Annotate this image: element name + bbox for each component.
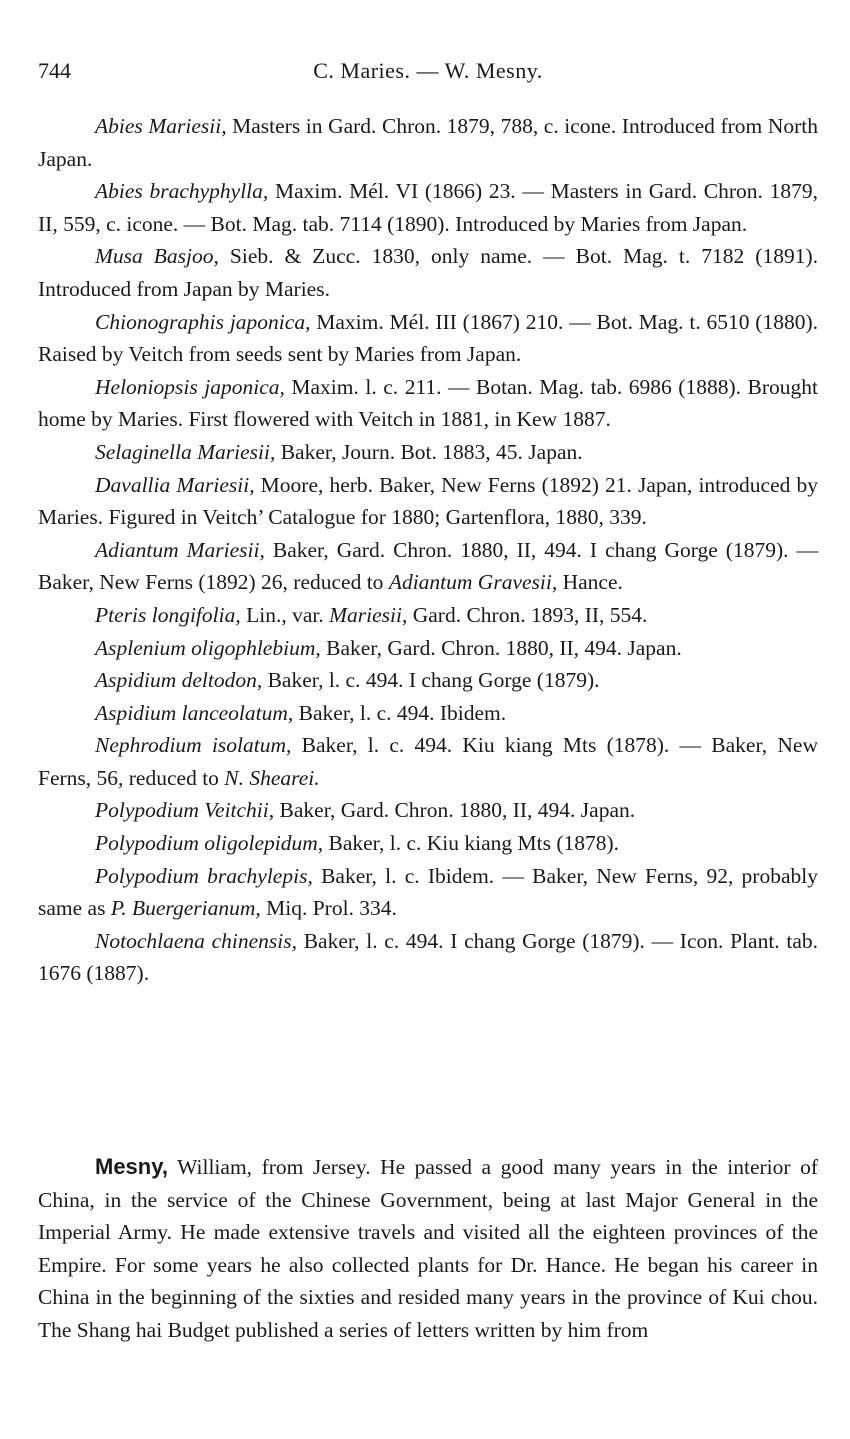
species-entry <box>38 306 818 371</box>
species-name: Abies brachyphylla, <box>95 179 269 204</box>
species-name: Musa Basjoo, <box>95 244 219 269</box>
species-citation: Maxim. l. c. 211. — Botan. Mag. tab. 6986 (1888). Brought home by Maries. First flowered with Veitch in 1881, in Kew 1887. <box>38 374 818 432</box>
species-citation: Sieb. & Zucc. 1830, only name. — Bot. Mag. t. 7182 (1891). Introduced from Japan by Maries. <box>38 244 818 301</box>
species-name: Aspidium deltodon, <box>95 668 263 693</box>
species-entry <box>38 664 818 697</box>
species-citation: Baker, Gard. Chron. 1880, II, 494. I chang Gorge (1879). — Baker, New Ferns (1892) 26, reduced to <box>38 537 818 595</box>
species-entry <box>38 534 818 599</box>
species-citation: Baker, l. c. Kiu kiang Mts (1878). <box>323 831 620 856</box>
species-list <box>38 110 818 990</box>
species-name: Davallia Mariesii, <box>95 472 255 497</box>
species-entry <box>38 240 818 305</box>
species-name: Polypodium Veitchii, <box>95 798 275 823</box>
species-citation: Lin., var. <box>240 602 330 627</box>
running-head: C. Maries. — W. Mesny. <box>313 58 543 83</box>
page-number: 744 <box>38 58 71 83</box>
species-citation: Baker, Gard. Chron. 1880, II, 494. Japan. <box>274 798 636 823</box>
species-entry <box>38 794 818 827</box>
biography-paragraph <box>38 1151 818 1347</box>
species-entry <box>38 925 818 990</box>
species-citation-tail: Miq. Prol. 334. <box>260 896 397 921</box>
species-name: Polypodium brachylepis, <box>95 863 313 888</box>
species-name: Adiantum Mariesii, <box>95 537 265 562</box>
species-name-secondary: N. Shearei. <box>224 765 320 790</box>
species-entry <box>38 110 818 175</box>
species-citation: Baker, l. c. 494. I chang Gorge (1879). — Icon. Plant. tab. 1676 (1887). <box>38 928 819 986</box>
species-name: Pteris longifolia, <box>95 602 241 627</box>
species-entry <box>38 729 818 794</box>
species-entry <box>38 436 818 469</box>
biography-name: Mesny, <box>95 1154 168 1179</box>
species-citation: Baker, Journ. Bot. 1883, 45. Japan. <box>275 439 583 464</box>
species-citation: Masters in Gard. Chron. 1879, 788, c. icone. Introduced from North Japan. <box>38 114 818 171</box>
species-entry <box>38 371 818 436</box>
species-citation: Maxim. Mél. III (1867) 210. — Bot. Mag. t. 6510 (1880). Raised by Veitch from seeds sent by Maries from Japan. <box>38 309 818 367</box>
biography-text: William, from Jersey. He passed a good many years in the interior of China, in the service of the Chinese Government, being at last Major General in the Imperial Army. He made extensive travels and visited all the eighteen provinces of the Empire. For some years he also collected plants for Dr. Hance. He began his career in China in the beginning of the sixties and resided many years in the province of Kui chou. The Shang hai Budget published a series of letters written by him from <box>38 1155 818 1342</box>
species-name: Polypodium oligolepidum, <box>95 831 324 856</box>
species-entry <box>38 697 818 730</box>
species-citation: Baker, Gard. Chron. 1880, II, 494. Japan. <box>320 635 682 660</box>
species-entry <box>38 827 818 860</box>
species-entry <box>38 599 818 632</box>
species-entry <box>38 175 818 240</box>
species-citation: Baker, l. c. Ibidem. — Baker, New Ferns, 92, probably same as <box>38 863 818 921</box>
species-name: Selaginella Mariesii, <box>95 439 276 464</box>
species-entry <box>38 632 818 665</box>
species-citation-tail: Hance. <box>557 570 623 595</box>
species-citation: Moore, herb. Baker, New Ferns (1892) 21. Japan, introduced by Maries. Figured in Veitch’ Catalogue for 1880; Gartenflora, 1880, 339. <box>38 472 818 530</box>
species-name-secondary: P. Buergerianum, <box>110 896 261 921</box>
species-citation: Baker, l. c. 494. Kiu kiang Mts (1878). — Baker, New Ferns, 56, reduced to <box>38 733 818 790</box>
species-citation: Baker, l. c. 494. I chang Gorge (1879). <box>262 668 600 693</box>
species-name: Notochlaena chinensis, <box>95 928 297 953</box>
species-name: Chionographis japonica, <box>95 309 311 334</box>
species-citation-tail: Gard. Chron. 1893, II, 554. <box>407 602 648 627</box>
species-entry <box>38 860 818 925</box>
species-name: Asplenium oligophlebium, <box>95 635 321 660</box>
species-citation: Maxim. Mél. VI (1866) 23. — Masters in Gard. Chron. 1879, II, 559, c. icone. — Bot. Mag. tab. 7114 (1890). Introduced by Maries from Japan. <box>38 179 818 236</box>
page-header <box>38 58 818 86</box>
species-name: Abies Mariesii, <box>95 114 227 138</box>
species-name: Heloniopsis japonica, <box>95 374 285 399</box>
species-citation: Baker, l. c. 494. Ibidem. <box>293 700 507 725</box>
species-entry <box>38 469 818 534</box>
species-name-secondary: Adiantum Gravesii, <box>388 570 558 595</box>
species-name: Nephrodium isolatum, <box>95 733 292 758</box>
species-name: Aspidium lanceolatum, <box>95 700 294 725</box>
species-name-secondary: Mariesii, <box>329 602 408 627</box>
